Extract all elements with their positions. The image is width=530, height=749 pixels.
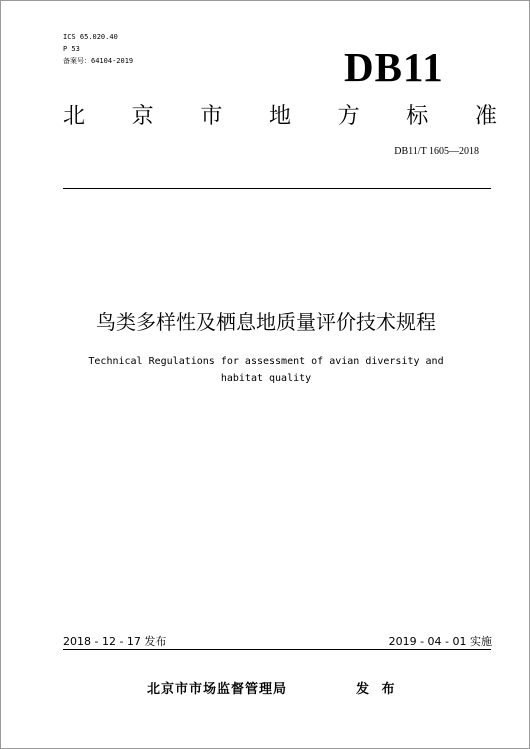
bottom-divider (63, 649, 491, 650)
publish-label: 发 布 (356, 682, 399, 697)
english-title-line: habitat quality (220, 373, 312, 384)
english-title-line: Technical Regulations for assessment of avian diversity and (88, 356, 444, 367)
issue-date: 2018 - 12 - 17 发布 (63, 635, 167, 648)
standard-type-char: 市 (200, 104, 223, 129)
implementation-date: 2019 - 04 - 01 实施 (388, 635, 492, 648)
classification-block (63, 31, 133, 67)
standard-number: DB11/T 1605—2018 (394, 146, 479, 157)
standard-code-logo: DB11 (344, 44, 444, 90)
english-title (1, 353, 530, 387)
chinese-title: 鸟类多样性及栖息地质量评价技术规程 (96, 310, 436, 334)
standard-type-char: 标 (406, 104, 429, 129)
standard-type-char: 地 (268, 104, 291, 129)
standard-type-char: 京 (131, 104, 154, 129)
ics-code: ICS 65.020.40 (63, 33, 118, 41)
top-divider (63, 188, 491, 189)
standard-type-char: 北 (63, 104, 86, 129)
standard-type-heading (63, 101, 497, 133)
category-code: P 53 (63, 45, 80, 53)
publisher-name: 北京市市场监督管理局 (147, 682, 288, 697)
filing-number: 备案号：64104-2019 (63, 57, 134, 65)
standard-type-char: 准 (474, 104, 497, 129)
standard-type-char: 方 (337, 104, 360, 129)
